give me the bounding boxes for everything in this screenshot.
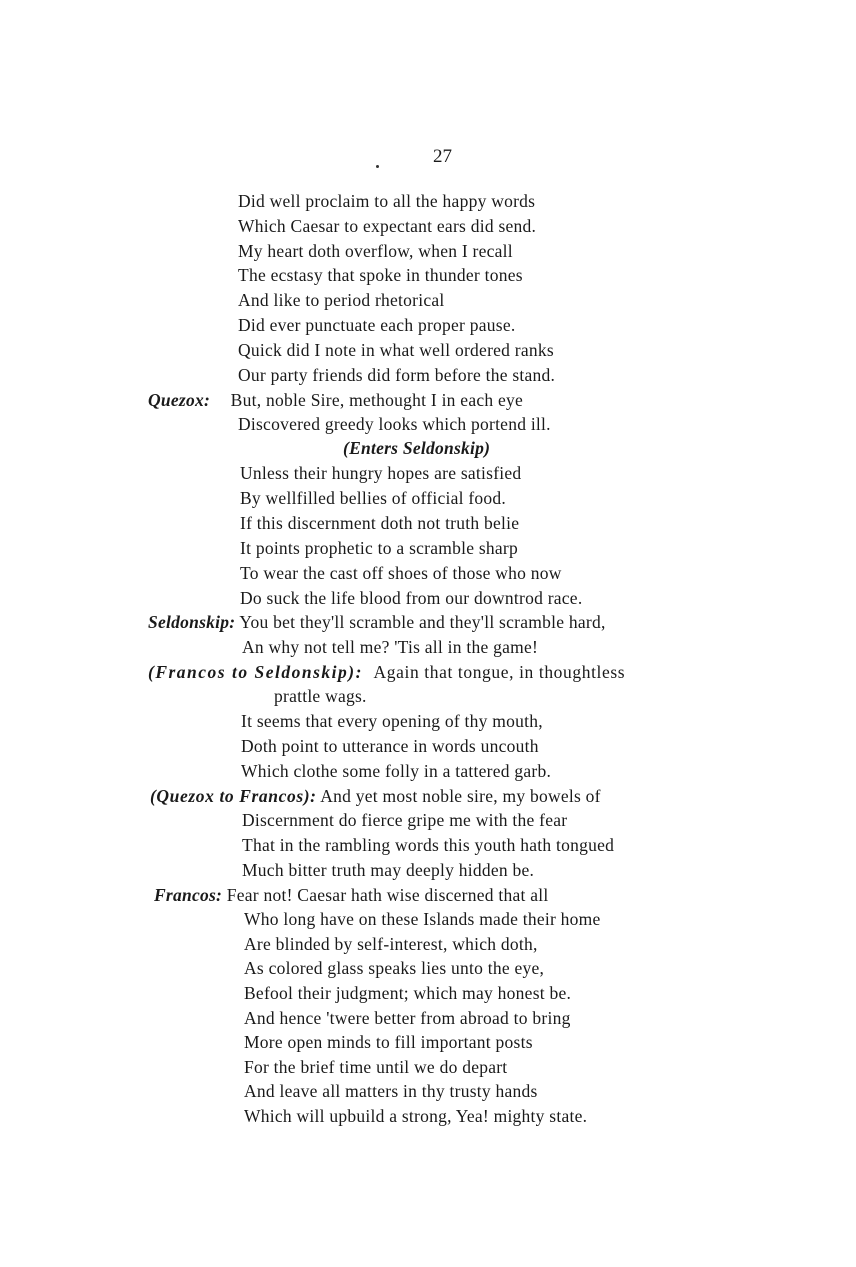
speaker-name: Francos: bbox=[154, 885, 223, 905]
verse-line: Do suck the life blood from our downtrod race. bbox=[240, 588, 583, 608]
verse-line: It points prophetic to a scramble sharp bbox=[240, 538, 519, 558]
verse-line: Which Caesar to expectant ears did send. bbox=[238, 216, 537, 236]
verse-line: Francos: Fear not! Caesar hath wise discerned that all bbox=[154, 885, 549, 905]
verse-line: Who long have on these Islands made their home bbox=[244, 909, 601, 929]
speaker-name: Quezox: bbox=[148, 390, 211, 410]
verse-line: Are blinded by self-interest, which doth, bbox=[244, 934, 538, 954]
verse-line: Quezox: But, noble Sire, methought I in each eye bbox=[148, 390, 524, 410]
print-speck bbox=[376, 165, 379, 168]
verse-line: Discovered greedy looks which portend ill. bbox=[238, 414, 551, 434]
verse-line: As colored glass speaks lies unto the eye, bbox=[244, 958, 545, 978]
verse-line: And hence 'twere better from abroad to bring bbox=[244, 1008, 571, 1028]
verse-line: If this discernment doth not truth belie bbox=[240, 513, 520, 533]
verse-line: Did ever punctuate each proper pause. bbox=[238, 315, 516, 335]
verse-line: That in the rambling words this youth hath tongued bbox=[242, 835, 615, 855]
verse-line: Befool their judgment; which may honest be. bbox=[244, 983, 572, 1003]
verse-line: More open minds to fill important posts bbox=[244, 1032, 533, 1052]
verse-line: (Francos to Seldonskip): Again that tongue, in thoughtless bbox=[148, 662, 626, 682]
verse-line: Quick did I note in what well ordered ranks bbox=[238, 340, 554, 360]
verse-line: By wellfilled bellies of official food. bbox=[240, 488, 507, 508]
verse-line: Seldonskip: You bet they'll scramble and they'll scramble hard, bbox=[148, 612, 606, 632]
verse-line: prattle wags. bbox=[274, 686, 367, 706]
verse-line: Which will upbuild a strong, Yea! mighty state. bbox=[244, 1106, 588, 1126]
verse-line: (Quezox to Francos): And yet most noble sire, my bowels of bbox=[150, 786, 601, 806]
verse-line: Doth point to utterance in words uncouth bbox=[241, 736, 539, 756]
verse-line: Much bitter truth may deeply hidden be. bbox=[242, 860, 535, 880]
verse-line: And like to period rhetorical bbox=[238, 290, 445, 310]
speaker-name: (Quezox to Francos): bbox=[150, 786, 317, 806]
verse-line: Unless their hungry hopes are satisfied bbox=[240, 463, 522, 483]
speaker-name: (Francos to Seldonskip): bbox=[148, 662, 363, 682]
verse-line: And leave all matters in thy trusty hands bbox=[244, 1081, 538, 1101]
verse-line: It seems that every opening of thy mouth, bbox=[241, 711, 543, 731]
verse-line: For the brief time until we do depart bbox=[244, 1057, 508, 1077]
speaker-name: Seldonskip: bbox=[148, 612, 236, 632]
verse-line: An why not tell me? 'Tis all in the game! bbox=[242, 637, 539, 657]
verse-line: The ecstasy that spoke in thunder tones bbox=[238, 265, 523, 285]
verse-line: To wear the cast off shoes of those who now bbox=[240, 563, 562, 583]
verse-line: Discernment do fierce gripe me with the fear bbox=[242, 810, 568, 830]
verse-line: Our party friends did form before the stand. bbox=[238, 365, 556, 385]
verse-line: Did well proclaim to all the happy words bbox=[238, 191, 536, 211]
stage-direction: (Enters Seldonskip) bbox=[343, 438, 491, 458]
verse-line: Which clothe some folly in a tattered garb. bbox=[241, 761, 552, 781]
page-number: 27 bbox=[433, 146, 452, 167]
verse-line: My heart doth overflow, when I recall bbox=[238, 241, 513, 261]
